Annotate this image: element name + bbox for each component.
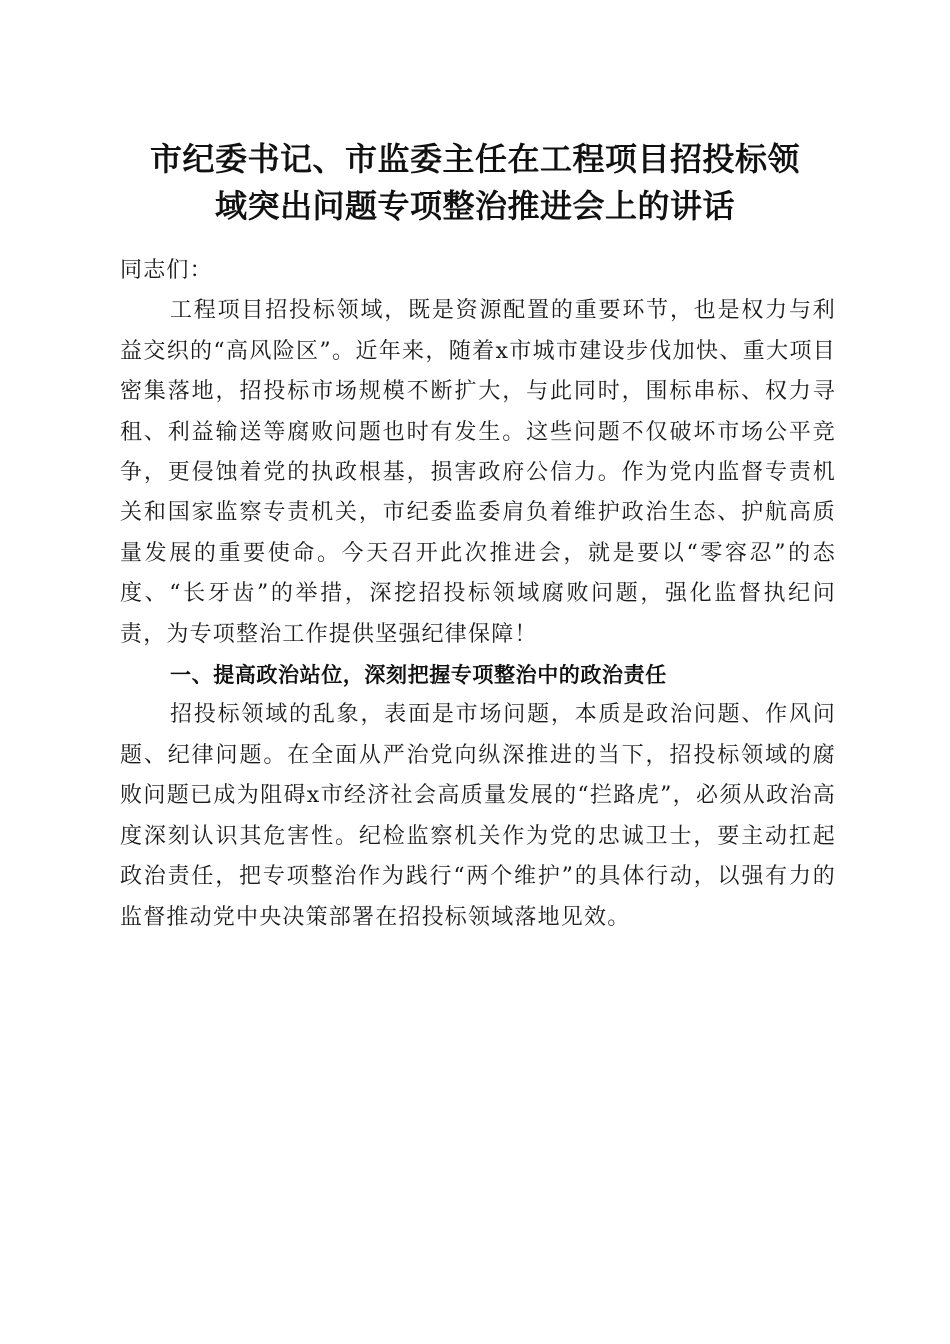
document-title <box>110 136 840 230</box>
paragraph-intro: 工程项目招投标领域，既是资源配置的重要环节，也是权力与利益交织的“高风险区”。近年来，随着x市城市建设步伐加快、重大项目密集落地，招投标市场规模不断扩大，与此同时，围标串标、权力寻租、利益输送等腐败问题也时有发生。这些问题不仅破坏市场公平竞争，更侵蚀着党的执政根基，损害政府公信力。作为党内监督专责机关和国家监察专责机关，市纪委监委肩负着维护政治生态、护航高质量发展的重要使命。今天召开此次推进会，就是要以“零容忍”的态度、“长牙齿”的举措，深挖招投标领域腐败问题，强化监督执纪问责，为专项整治工作提供坚强纪律保障！ <box>120 298 836 647</box>
title-line-1: 市纪委书记、市监委主任在工程项目招投标领 <box>149 140 800 178</box>
salutation: 同志们： <box>120 258 213 283</box>
document-body <box>120 251 836 938</box>
section-heading-1: 一、提高政治站位，深刻把握专项整治中的政治责任 <box>170 663 667 688</box>
title-line-2: 域突出问题专项整治推进会上的讲话 <box>214 187 735 225</box>
paragraph-section-1: 招投标领域的乱象，表面是市场问题，本质是政治问题、作风问题、纪律问题。在全面从严治党向纵深推进的当下，招投标领域的腐败问题已成为阻碍x市经济社会高质量发展的“拦路虎”，必须从政治高度深刻认识其危害性。纪检监察机关作为党的忠诚卫士，要主动扛起政治责任，把专项整治作为践行“两个维护”的具体行动，以强有力的监督推动党中央决策部署在招投标领域落地见效。 <box>120 702 836 930</box>
